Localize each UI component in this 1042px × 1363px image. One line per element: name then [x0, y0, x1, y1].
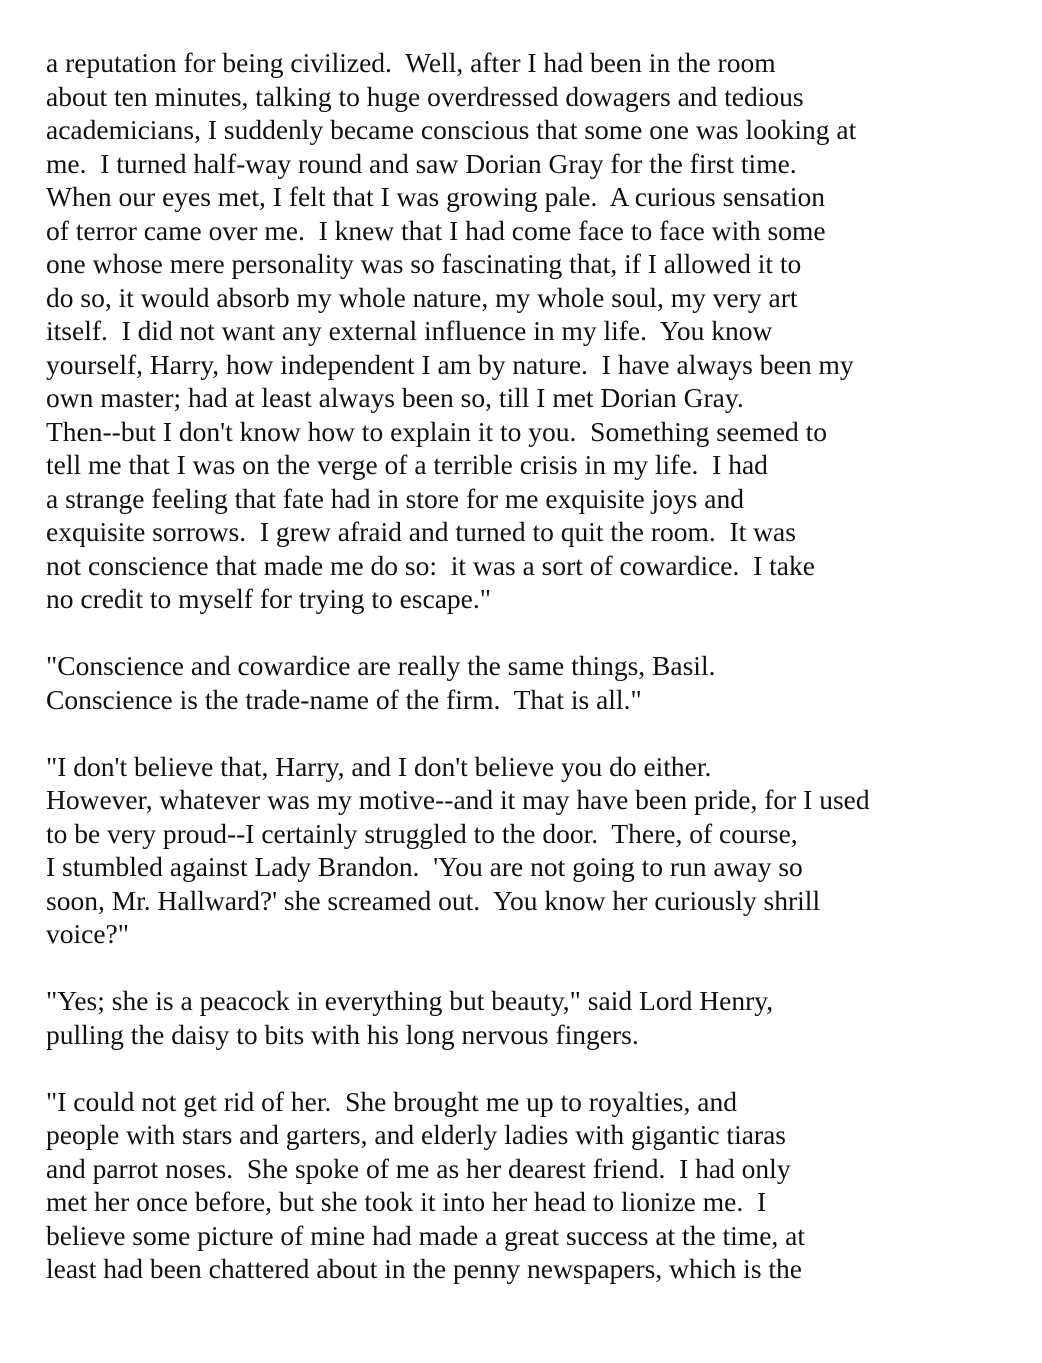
paragraph-4: [46, 984, 1006, 1051]
text-line: Then--but I don't know how to explain it to you. Something seemed to: [46, 415, 827, 447]
text-line: When our eyes met, I felt that I was growing pale. A curious sensation: [46, 181, 825, 212]
paragraph-1: [46, 46, 1006, 616]
text-line: tell me that I was on the verge of a terrible crisis in my life. I had: [46, 449, 768, 480]
paragraph-3: [46, 750, 1006, 951]
text-line: a reputation for being civilized. Well, after I had been in the room: [46, 47, 776, 78]
text-line: I stumbled against Lady Brandon. 'You are not going to run away so: [46, 851, 803, 882]
text-line: one whose mere personality was so fascinating that, if I allowed it to: [46, 248, 802, 279]
text-line: to be very proud--I certainly struggled to the door. There, of course,: [46, 817, 798, 849]
text-line: me. I turned half-way round and saw Dorian Gray for the first time.: [46, 147, 797, 179]
text-line: do so, it would absorb my whole nature, my whole soul, my very art: [46, 281, 798, 313]
text-line: no credit to myself for trying to escape.": [46, 583, 491, 614]
text-line: believe some picture of mine had made a great success at the time, at: [46, 1219, 806, 1251]
text-line: However, whatever was my motive--and it may have been pride, for I used: [46, 784, 870, 815]
text-line: people with stars and garters, and elderly ladies with gigantic tiaras: [46, 1119, 786, 1150]
text-line: not conscience that made me do so: it was a sort of cowardice. I take: [46, 549, 815, 581]
document-body: [46, 46, 1006, 1319]
text-line: "Yes; she is a peacock in everything but beauty," said Lord Henry,: [46, 985, 774, 1016]
text-line: met her once before, but she took it into her head to lionize me. I: [46, 1186, 767, 1217]
text-line: of terror came over me. I knew that I had come face to face with some: [46, 214, 826, 246]
text-line: itself. I did not want any external influence in my life. You know: [46, 315, 773, 346]
text-line: own master; had at least always been so, till I met Dorian Gray.: [46, 382, 744, 413]
text-line: about ten minutes, talking to huge overdressed dowagers and tedious: [46, 80, 804, 112]
text-line: "I could not get rid of her. She brought me up to royalties, and: [46, 1085, 737, 1117]
paragraph-2: [46, 649, 1006, 716]
text-line: exquisite sorrows. I grew afraid and turned to quit the room. It was: [46, 516, 796, 547]
text-line: and parrot noses. She spoke of me as her dearest friend. I had only: [46, 1152, 791, 1184]
text-line: pulling the daisy to bits with his long nervous fingers.: [46, 1018, 639, 1050]
text-line: Conscience is the trade-name of the firm. That is all.": [46, 683, 642, 715]
text-line: a strange feeling that fate had in store for me exquisite joys and: [46, 482, 744, 514]
text-line: soon, Mr. Hallward?' she screamed out. You know her curiously shrill: [46, 884, 821, 916]
text-line: least had been chattered about in the penny newspapers, which is the: [46, 1253, 802, 1284]
paragraph-5: [46, 1085, 1006, 1286]
text-line: voice?": [46, 918, 129, 949]
text-line: academicians, I suddenly became conscious that some one was looking at: [46, 114, 857, 145]
text-line: "I don't believe that, Harry, and I don't believe you do either.: [46, 750, 712, 782]
text-line: "Conscience and cowardice are really the same things, Basil.: [46, 650, 716, 681]
text-line: yourself, Harry, how independent I am by nature. I have always been my: [46, 348, 854, 380]
